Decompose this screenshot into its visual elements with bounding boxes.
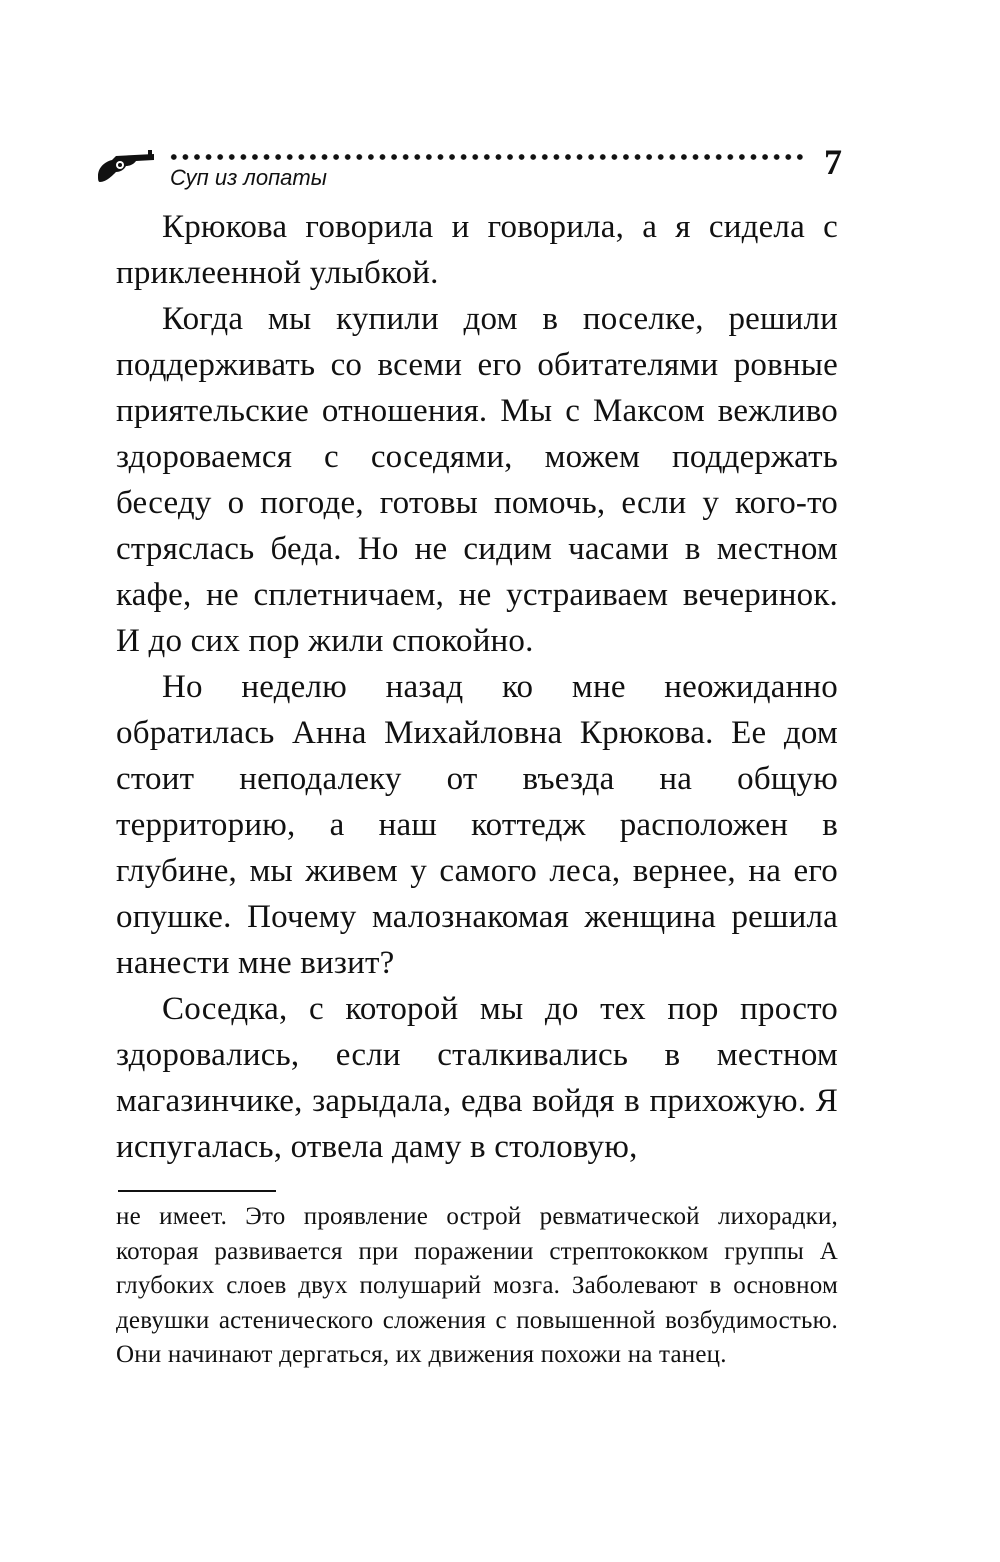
body-text (116, 204, 838, 1170)
dotted-leader (168, 152, 808, 162)
running-header (96, 140, 846, 200)
footnote-divider (118, 1190, 276, 1192)
revolver-icon (96, 146, 156, 184)
paragraph: Когда мы купили дом в поселке, решили поддерживать со всеми его обитателями ровные приятельские отношения. Мы с Максом вежливо здороваемся с соседями, можем поддержать беседу о погоде, готовы помочь, если у кого-то стряслась беда. Но не сидим часами в местном кафе, не сплетничаем, не устраиваем вечеринок. И до сих пор жили спокойно. (116, 301, 838, 659)
footnote-text: не имеет. Это проявление острой ревматической лихорадки, которая развивается при поражении стрептококком группы А глубоких слоев двух полушарий мозга. Заболевают в основном девушки астенического сложения с повышенной возбудимостью. Они начинают дергаться, их движения похожи на танец. (116, 1203, 838, 1369)
paragraph: Крюкова говорила и говорила, а я сидела с приклеенной улыбкой. (116, 209, 838, 291)
footnote (116, 1200, 838, 1373)
page-number: 7 (824, 142, 842, 182)
paragraph: Но неделю назад ко мне неожиданно обратилась Анна Михайловна Крюкова. Ее дом стоит неподалеку от въезда на общую территорию, а наш коттедж расположен в глубине, мы живем у самого леса, вернее, на его опушке. Почему малознакомая женщина решила нанести мне визит? (116, 669, 838, 981)
paragraph: Соседка, с которой мы до тех пор просто здоровались, если сталкивались в местном магазинчике, зарыдала, едва войдя в прихожую. Я испугалась, отвела даму в столовую, (116, 991, 838, 1165)
running-title: Суп из лопаты (170, 165, 327, 190)
